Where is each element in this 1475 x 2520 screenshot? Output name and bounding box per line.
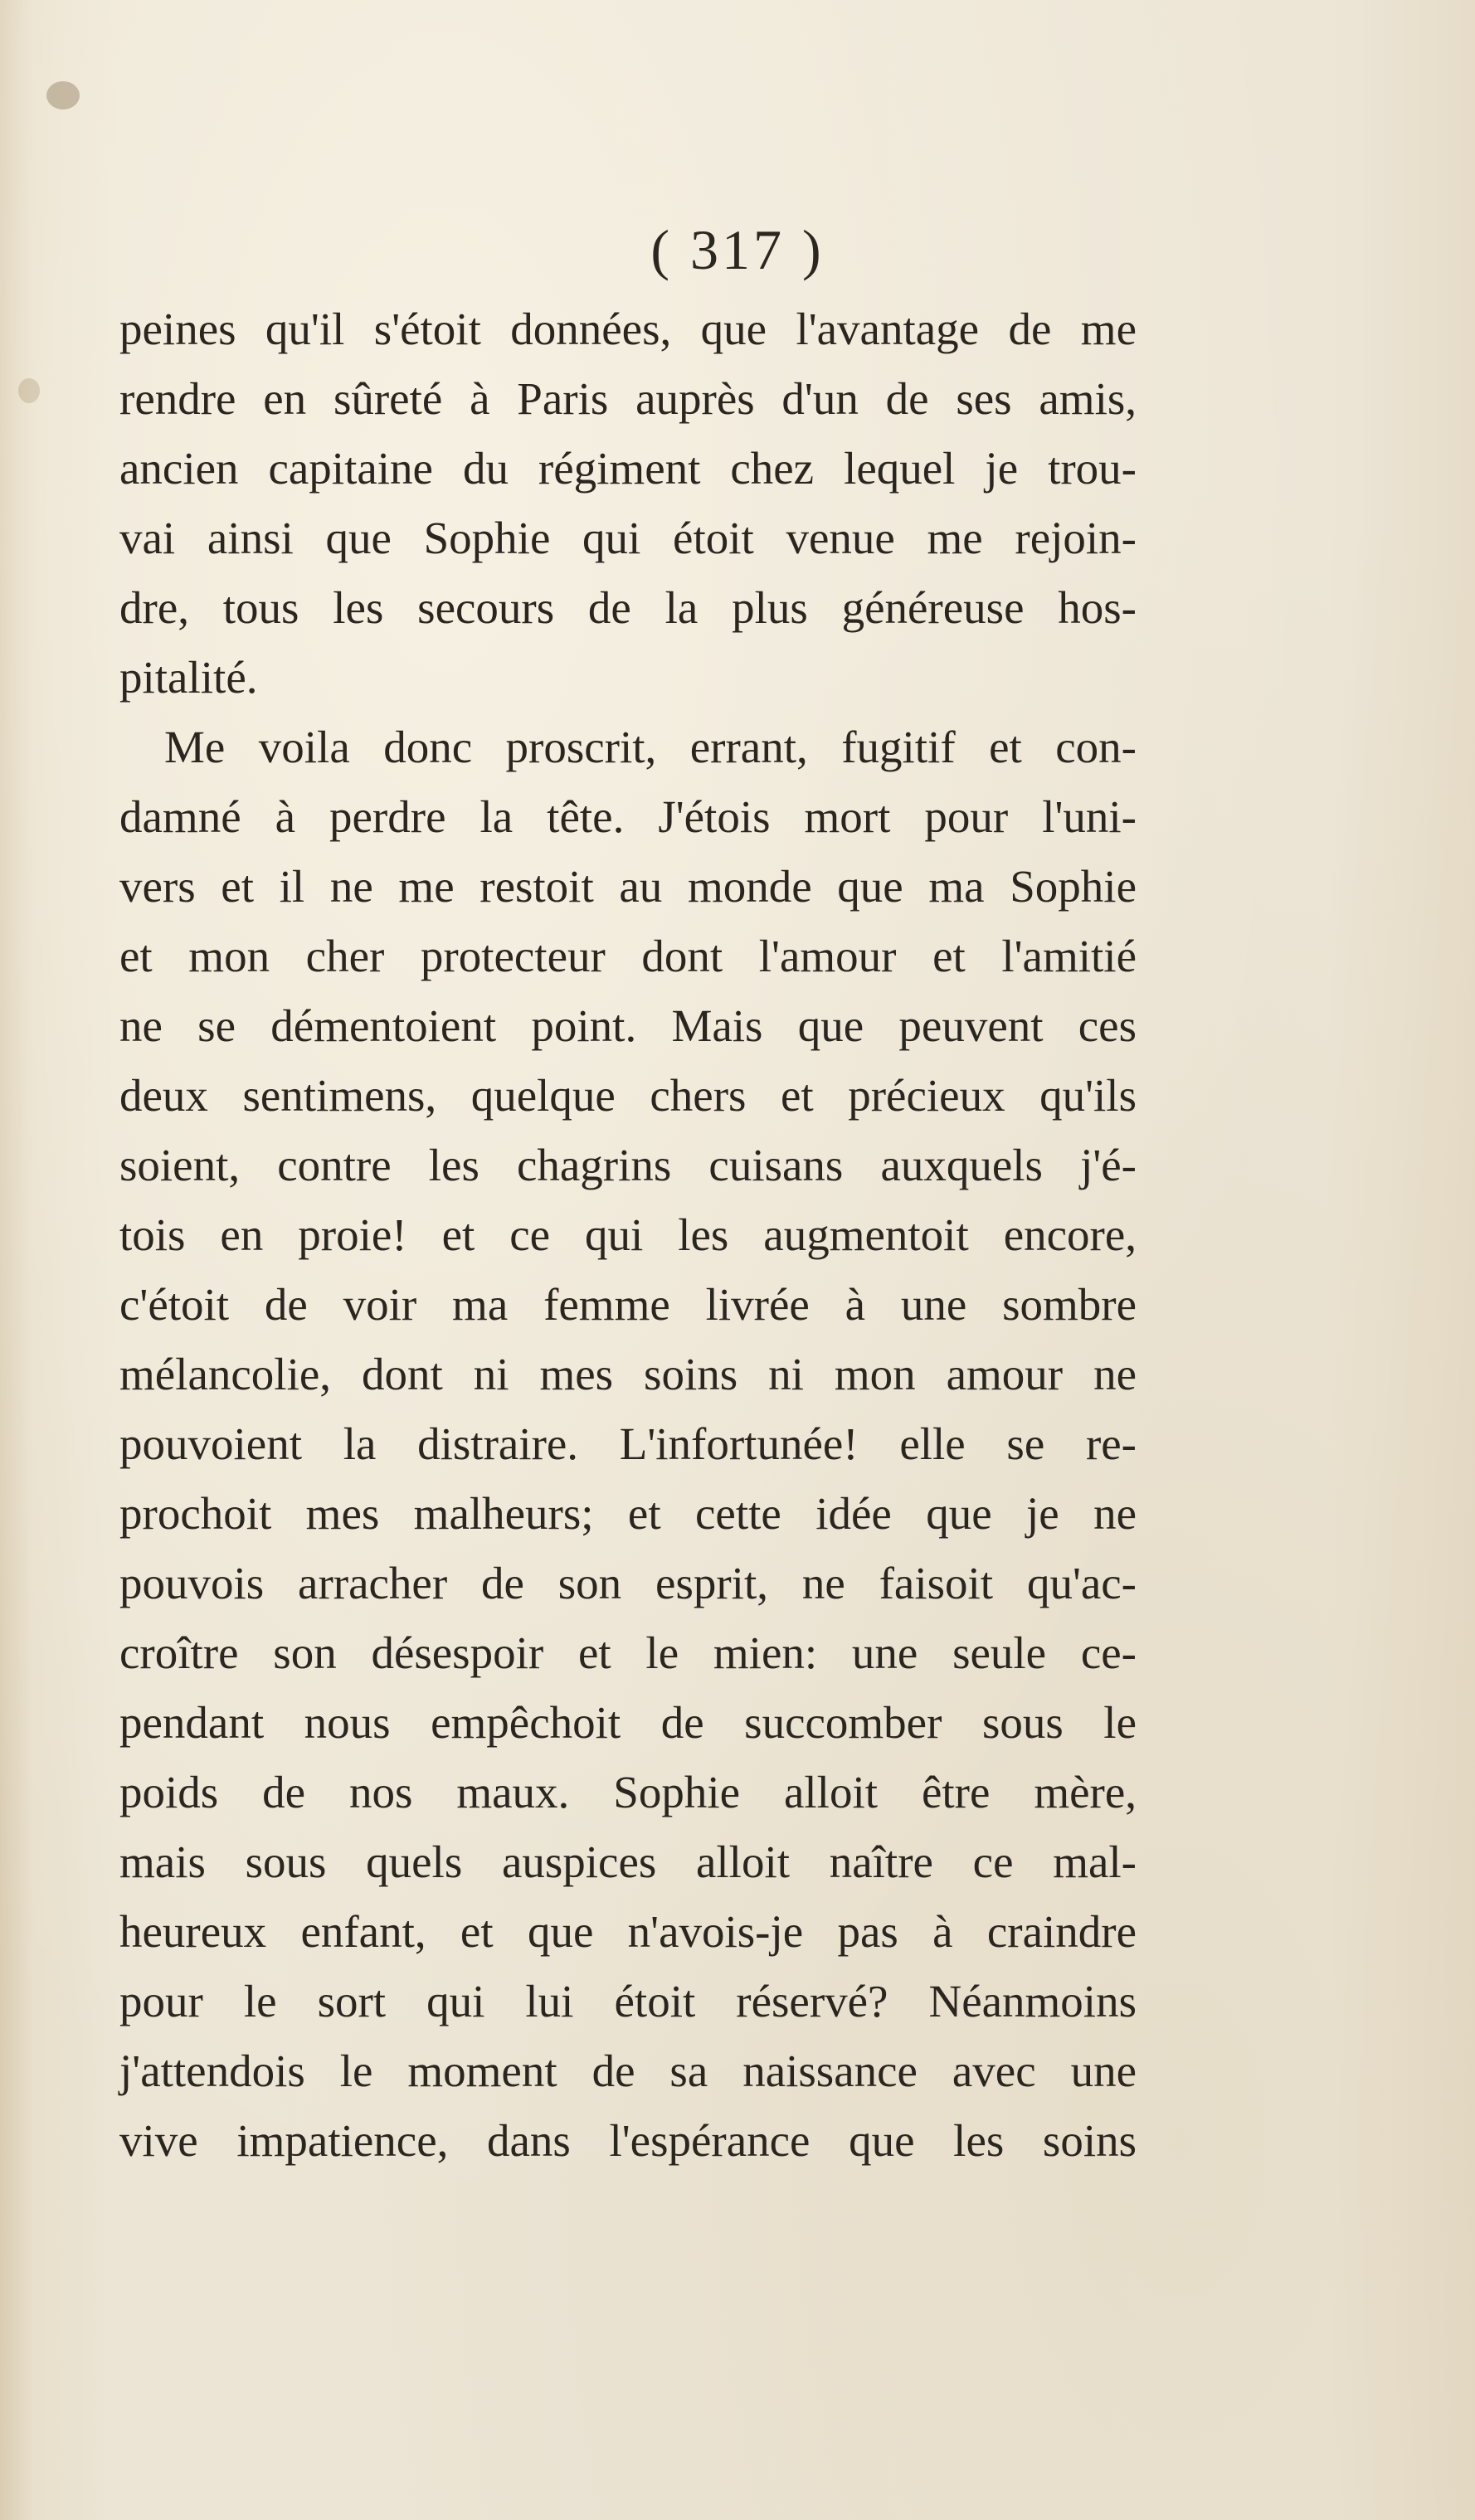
text-line: deux sentimens, quelque chers et précieux qu'ils [119, 1070, 1137, 1121]
text-line: dre, tous les secours de la plus généreuse hos- [119, 582, 1137, 633]
text-line: pour le sort qui lui étoit réservé? Néanmoins [119, 1976, 1137, 2026]
text-line: c'étoit de voir ma femme livrée à une sombre [119, 1279, 1137, 1330]
text-line: pendant nous empêchoit de succomber sous le [119, 1697, 1137, 1748]
text-line: tois en proie! et ce qui les augmentoit encore, [119, 1209, 1137, 1260]
text-line: croître son désespoir et le mien: une seule ce- [119, 1627, 1137, 1678]
text-line: vai ainsi que Sophie qui étoit venue me rejoin- [119, 513, 1137, 563]
text-line: pitalité. [119, 652, 258, 703]
text-line: soient, contre les chagrins cuisans auxquels j'é- [119, 1140, 1137, 1190]
text-line: et mon cher protecteur dont l'amour et l'amitié [119, 931, 1137, 981]
text-line: ne se démentoient point. Mais que peuvent ces [119, 1000, 1137, 1051]
text-line: pouvoient la distraire. L'infortunée! elle se re- [119, 1418, 1137, 1469]
text-line: heureux enfant, et que n'avois-je pas à craindre [119, 1906, 1137, 1957]
text-line: j'attendois le moment de sa naissance avec une [119, 2046, 1137, 2096]
text-line: mélancolie, dont ni mes soins ni mon amour ne [119, 1349, 1137, 1399]
body-text [119, 294, 1137, 2176]
text-line: prochoit mes malheurs; et cette idée que je ne [119, 1488, 1137, 1539]
ink-stain [18, 378, 40, 403]
text-line: damné à perdre la tête. J'étois mort pour l'uni- [119, 791, 1137, 842]
text-line: Me voila donc proscrit, errant, fugitif et con- [164, 722, 1137, 772]
text-line: vive impatience, dans l'espérance que les soins [119, 2115, 1137, 2166]
text-line: mais sous quels auspices alloit naître ce mal- [119, 1836, 1137, 1887]
text-line: poids de nos maux. Sophie alloit être mère, [119, 1767, 1137, 1817]
page-number: ( 317 ) [650, 218, 825, 281]
text-line: ancien capitaine du régiment chez lequel je trou- [119, 443, 1137, 494]
ink-stain [46, 81, 80, 109]
text-line: pouvois arracher de son esprit, ne faisoit qu'ac- [119, 1558, 1137, 1608]
text-line: vers et il ne me restoit au monde que ma Sophie [119, 861, 1137, 912]
text-line: peines qu'il s'étoit données, que l'avantage de me [119, 304, 1137, 354]
text-line: rendre en sûreté à Paris auprès d'un de ses amis, [119, 373, 1137, 424]
